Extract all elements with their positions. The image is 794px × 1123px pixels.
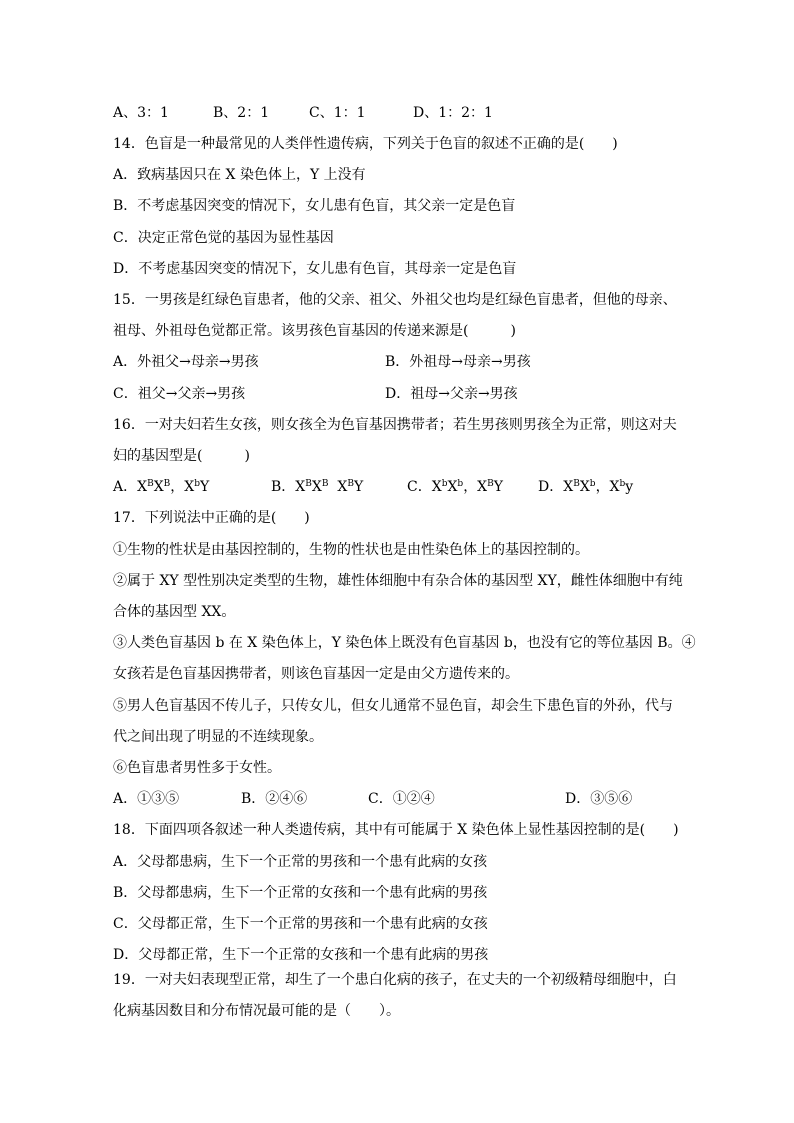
q17-statement-2-line2: 合体的基因型 XX。 xyxy=(113,604,236,620)
q18-stem: 18．下面四项各叙述一种人类遗传病，其中有可能属于 X 染色体上显性基因控制的是( ) xyxy=(113,822,679,838)
q19-stem-line2: 化病基因数目和分布情况最可能的是（ ）。 xyxy=(113,1003,400,1019)
q17-statement-4-line: 女孩若是色盲基因携带者，则该色盲基因一定是由父方遗传来的。 xyxy=(113,666,519,682)
q13-option-a: A、3：1 xyxy=(113,105,169,121)
q17-statement-1: ①生物的性状是由基因控制的，生物的性状也是由性染色体上的基因控制的。 xyxy=(113,542,589,558)
q17-statement-2-line1: ②属于 XY 型性别决定类型的生物，雄性体细胞中有杂合体的基因型 XY，雌性体细胞中有纯 xyxy=(113,573,683,589)
q18-option-d: D．父母都正常，生下一个正常的女孩和一个患有此病的男孩 xyxy=(113,947,489,963)
q17-option-b: B．②④⑥ xyxy=(241,791,308,807)
q14-stem: 14．色盲是一种最常见的人类伴性遗传病，下列关于色盲的叙述不正确的是( ) xyxy=(113,136,618,152)
q17-option-c: C．①②④ xyxy=(368,791,435,807)
q14-option-c: C．决定正常色觉的基因为显性基因 xyxy=(113,230,334,246)
q15-option-d: D．祖母→父亲→男孩 xyxy=(385,386,518,402)
q17-option-a: A．①③⑤ xyxy=(113,791,180,807)
q16-option-b: B．$X^BX^B$ $X^BY$ xyxy=(271,479,364,495)
q15-option-b: B．外祖母→母亲→男孩 xyxy=(385,354,531,370)
q13-option-b: B、2：1 xyxy=(213,105,270,121)
q16-option-d: D．$X^BX^b$，$X^by$ xyxy=(538,479,634,495)
q18-option-c: C．父母都正常，生下一个正常的男孩和一个患有此病的女孩 xyxy=(113,916,488,932)
q17-option-d: D．③⑤⑥ xyxy=(565,791,633,807)
q16-option-a: A．$X^BX^B$，$X^bY$ xyxy=(113,479,210,495)
q14-option-d: D．不考虑基因突变的情况下，女儿患有色盲，其母亲一定是色盲 xyxy=(113,261,517,277)
q17-statement-5-line1: ⑤男人色盲基因不传儿子，只传女儿，但女儿通常不显色盲，却会生下患色盲的外孙，代与 xyxy=(113,698,673,714)
q16-option-c: C．$X^bX^b$，$X^BY$ xyxy=(407,479,504,495)
q13-option-d: D、1：2：1 xyxy=(413,105,493,121)
q18-option-b: B．父母都患病，生下一个正常的女孩和一个患有此病的男孩 xyxy=(113,885,488,901)
q16-stem-line1: 16．一对夫妇若生女孩，则女孩全为色盲基因携带者；若生男孩则男孩全为正常，则这对夫 xyxy=(113,417,677,433)
q17-statement-5-line2: 代之间出现了明显的不连续现象。 xyxy=(113,729,323,745)
q15-option-c: C．祖父→父亲→男孩 xyxy=(113,386,246,402)
q17-stem: 17．下列说法中正确的是( ) xyxy=(113,510,310,526)
q19-stem-line1: 19．一对夫妇表现型正常，却生了一个患白化病的孩子，在丈夫的一个初级精母细胞中，白 xyxy=(113,972,677,988)
q14-option-b: B．不考虑基因突变的情况下，女儿患有色盲，其父亲一定是色盲 xyxy=(113,198,516,214)
q16-stem-line2: 妇的基因型是( ) xyxy=(113,448,250,464)
q15-stem-line1: 15．一男孩是红绿色盲患者，他的父亲、祖父、外祖父也均是红绿色盲患者，但他的母亲、 xyxy=(113,292,677,308)
q14-option-a: A．致病基因只在 X 染色体上，Y 上没有 xyxy=(113,167,366,183)
q18-option-a: A．父母都患病，生下一个正常的男孩和一个患有此病的女孩 xyxy=(113,854,488,870)
q15-option-a: A．外祖父→母亲→男孩 xyxy=(113,354,259,370)
q17-statement-6: ⑥色盲患者男性多于女性。 xyxy=(113,760,281,776)
q17-statement-3-line1: ③人类色盲基因 b 在 X 染色体上，Y 染色体上既没有色盲基因 b，也没有它的等位基因 B。④ xyxy=(113,635,696,651)
q13-option-c: C、1：1 xyxy=(309,105,366,121)
q15-stem-line2: 祖母、外祖母色觉都正常。该男孩色盲基因的传递来源是( ) xyxy=(113,323,516,339)
